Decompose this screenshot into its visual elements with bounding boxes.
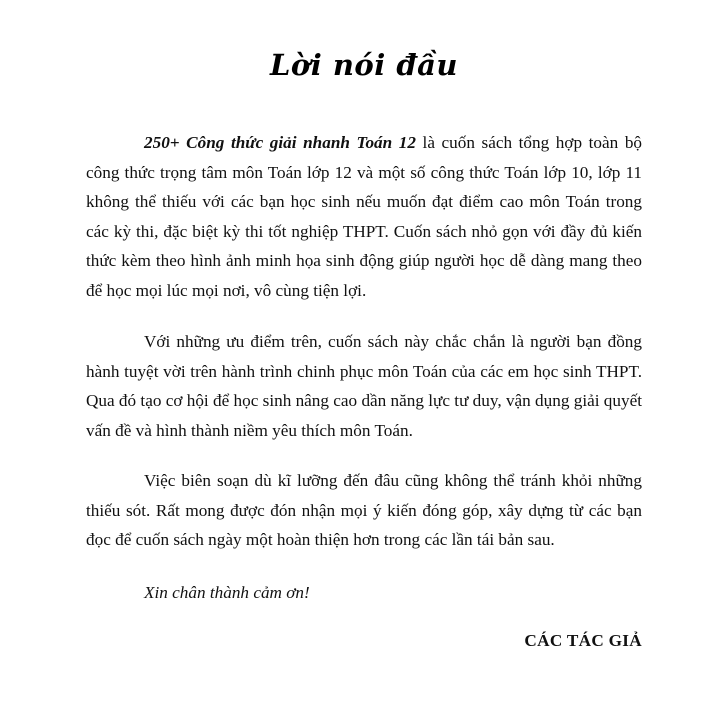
page-title: Lời nói đầu: [269, 48, 459, 82]
preface-page: [86, 0, 642, 722]
paragraph-intro-text: là cuốn sách tổng hợp toàn bộ công thức trọng tâm môn Toán lớp 12 và một số công thức Toán lớp 10, lớp 11 không thể thiếu với các bạn học sinh nếu muốn đạt điểm cao môn Toán trong các kỳ thi, đặc biệt kỳ thi tốt nghiệp THPT. Cuốn sách nhỏ gọn với đầy đủ kiến thức kèm theo hình ảnh minh họa sinh động giúp người học dễ dàng mang theo để học mọi lúc mọi nơi, vô cùng tiện lợi.: [86, 133, 643, 300]
paragraph-benefits: Với những ưu điểm trên, cuốn sách này chắc chắn là người bạn đồng hành tuyệt vời trên hành trình chinh phục môn Toán của các em học sinh THPT. Qua đó tạo cơ hội để học sinh nâng cao dần năng lực tư duy, vận dụng giải quyết vấn đề và hình thành niềm yêu thích môn Toán.: [86, 332, 642, 440]
author-signature: CÁC TÁC GIẢ: [524, 631, 642, 650]
paragraph-feedback: Việc biên soạn dù kĩ lưỡng đến đâu cũng không thể tránh khỏi những thiếu sót. Rất mong được đón nhận mọi ý kiến đóng góp, xây dựng từ các bạn đọc để cuốn sách ngày một hoàn thiện hơn trong các lần tái bản sau.: [86, 471, 642, 549]
paragraph-intro: [86, 128, 642, 305]
closing-thanks: Xin chân thành cảm ơn!: [144, 583, 310, 602]
book-title-lead: 250+ Công thức giải nhanh Toán 12: [144, 133, 416, 152]
